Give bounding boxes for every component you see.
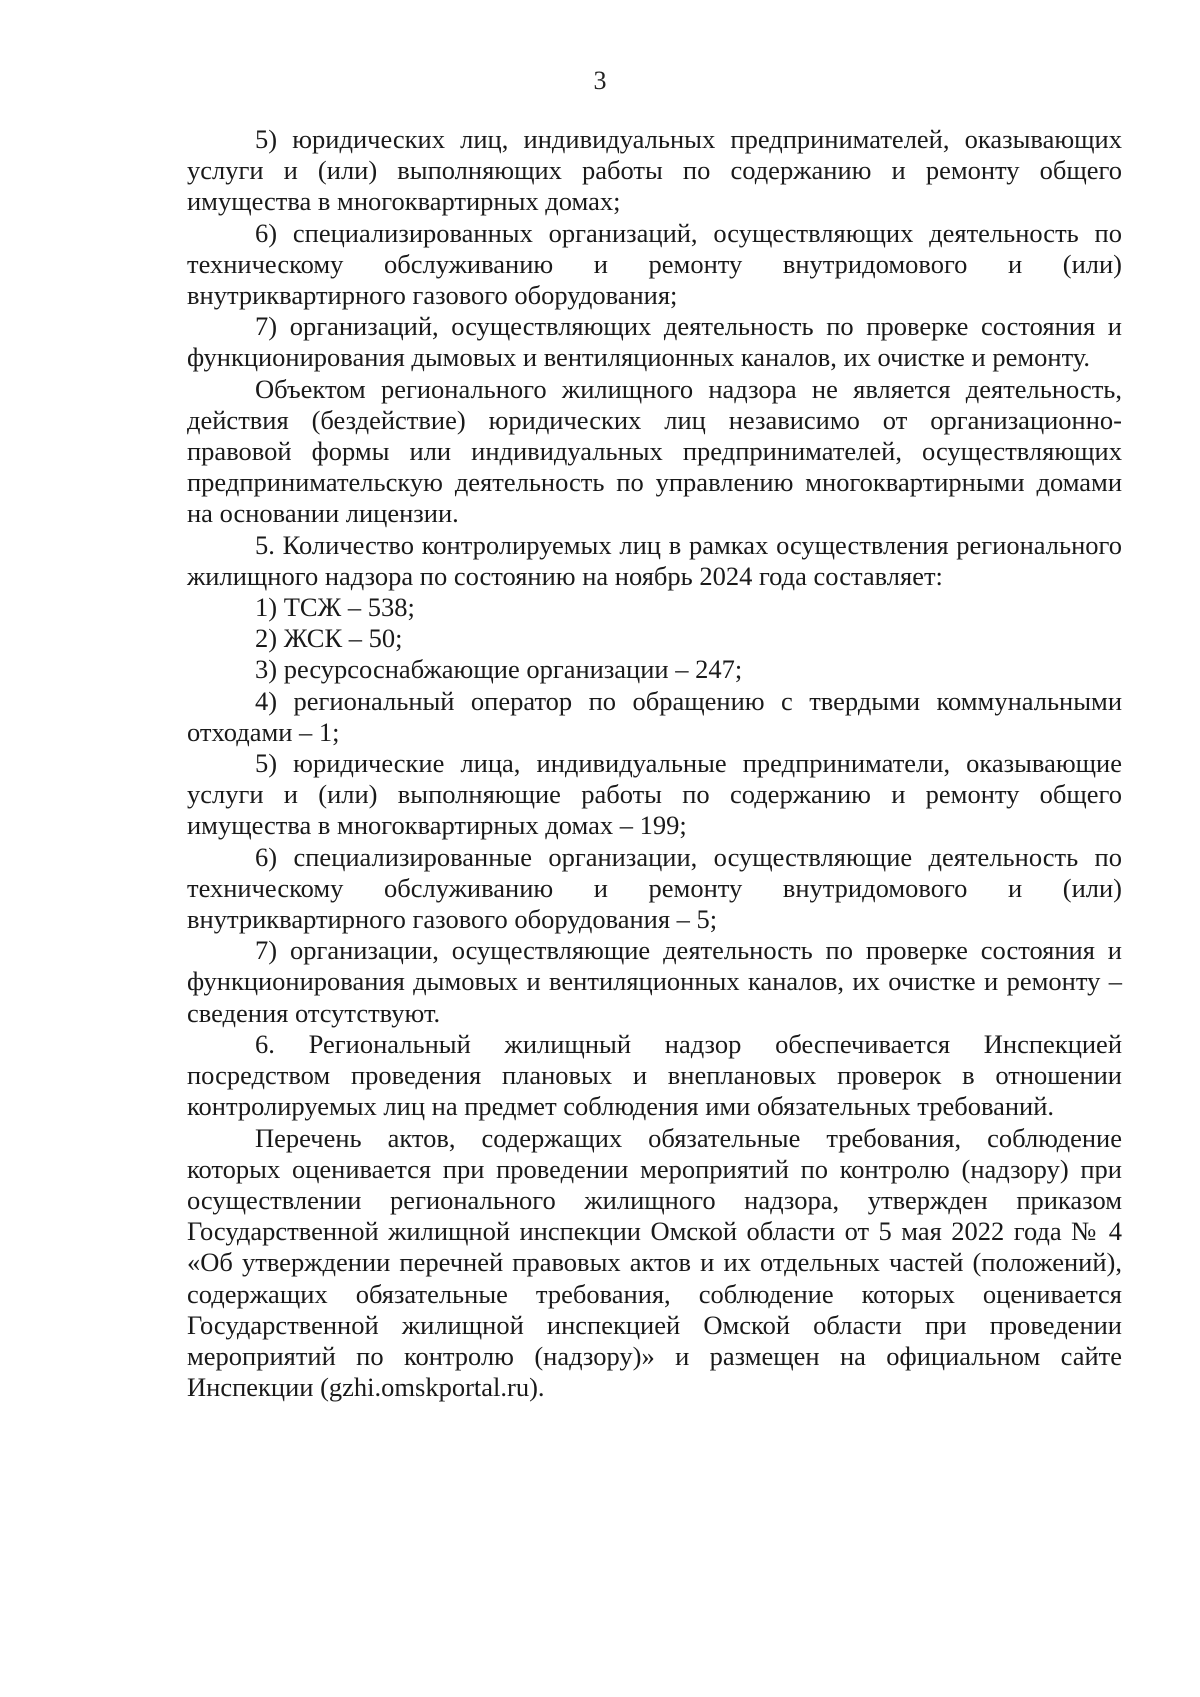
paragraph-count-specialized-orgs: 6) специализированные организации, осуществляющие деятельность по техническому обслуживанию и ремонту внутридомового и (или) внутриквартирного газового оборудования – 5; — [187, 841, 1122, 935]
paragraph-acts-list: Перечень актов, содержащих обязательные требования, соблюдение которых оценивается при проведении мероприятий по контролю (надзору) при осуществлении регионального жилищного надзора, утвержден приказом Государственной жилищной инспекции Омской области от 5 мая 2022 года № 4 «Об утверждении перечней правовых актов и их отдельных частей (положений), содержащих обязательные требования, соблюдение которых оценивается Государственной жилищной инспекцией Омской области при проведении мероприятий по контролю (надзору)» и размещен на официальном сайте Инспекции (gzhi.omskportal.ru). — [187, 1122, 1122, 1403]
paragraph-item-6-specialized-orgs: 6) специализированных организаций, осуществляющих деятельность по техническому обслуживанию и ремонту внутридомового и (или) внутриквартирного газового оборудования; — [187, 217, 1122, 311]
paragraph-count-zhsk: 2) ЖСК – 50; — [255, 623, 403, 654]
paragraph-count-tszh: 1) ТСЖ – 538; — [255, 592, 415, 623]
paragraph-object-exclusion: Объектом регионального жилищного надзора не является деятельность, действия (бездействие) юридических лиц независимо от организационно-правовой формы или индивидуальных предпринимателей, осуществляющих предпринимательскую деятельность по управлению многоквартирными домами на основании лицензии. — [187, 373, 1122, 529]
paragraph-count-regional-operator: 4) региональный оператор по обращению с твердыми коммунальными отходами – 1; — [187, 685, 1122, 747]
document-body — [187, 124, 1122, 1403]
page-number: 3 — [593, 66, 607, 95]
paragraph-item-7-chimney-orgs: 7) организаций, осуществляющих деятельность по проверке состояния и функционирования дымовых и вентиляционных каналов, их очистке и ремонту. — [187, 311, 1122, 373]
paragraph-count-legal-entities: 5) юридические лица, индивидуальные предприниматели, оказывающие услуги и (или) выполняющие работы по содержанию и ремонту общего имущества в многоквартирных домах – 199; — [187, 748, 1122, 841]
paragraph-count-chimney-orgs: 7) организации, осуществляющие деятельность по проверке состояния и функционирования дымовых и вентиляционных каналов, их очистке и ремонту – сведения отсутствуют. — [187, 935, 1122, 1028]
paragraph-section-6-supervision: 6. Региональный жилищный надзор обеспечивается Инспекцией посредством проведения плановых и внеплановых проверок в отношении контролируемых лиц на предмет соблюдения ими обязательных требований. — [187, 1028, 1122, 1122]
paragraph-count-resource-orgs: 3) ресурсоснабжающие организации – 247; — [255, 654, 743, 685]
paragraph-section-5-count: 5. Количество контролируемых лиц в рамках осуществления регионального жилищного надзора по состоянию на ноябрь 2024 года составляет: — [187, 529, 1122, 591]
paragraph-item-5-legal-entities: 5) юридических лиц, индивидуальных предпринимателей, оказывающих услуги и (или) выполняющих работы по содержанию и ремонту общего имущества в многоквартирных домах; — [187, 124, 1122, 217]
